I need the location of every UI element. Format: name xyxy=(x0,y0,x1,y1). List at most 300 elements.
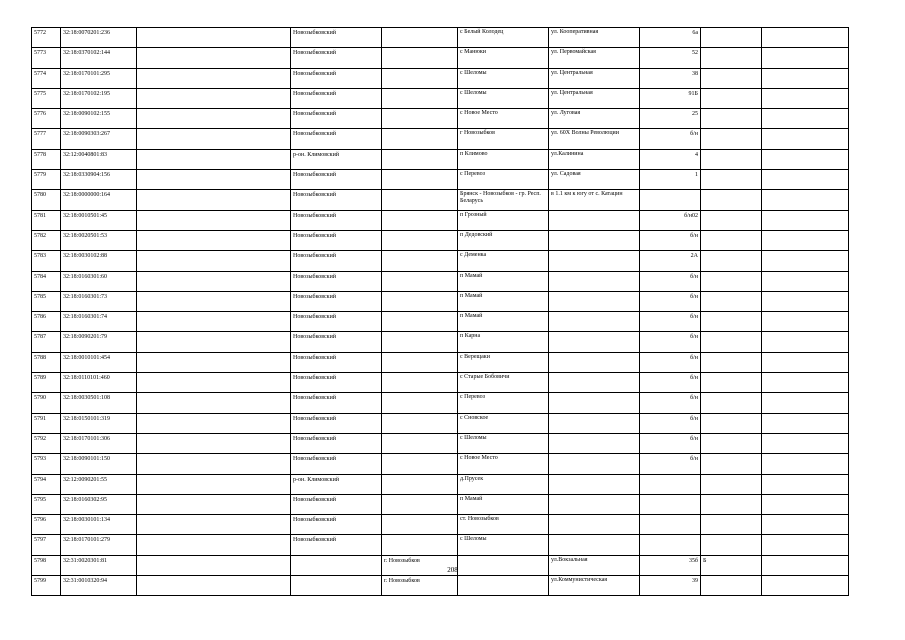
locality-cell: с Шеломы xyxy=(458,535,549,555)
locality-cell xyxy=(458,576,549,596)
locality-cell: с Шеломы xyxy=(458,88,549,108)
table-row xyxy=(32,68,849,88)
cadastral-number-cell: 32:18:0170101:306 xyxy=(61,433,137,453)
building-cell xyxy=(701,352,762,372)
table-body xyxy=(32,28,849,596)
note-cell xyxy=(762,210,849,230)
row-number-cell: 5786 xyxy=(32,312,61,332)
locality-cell: с Шеломы xyxy=(458,68,549,88)
row-number-cell: 5778 xyxy=(32,149,61,169)
table-row xyxy=(32,535,849,555)
table-row xyxy=(32,413,849,433)
cadastral-number-cell: 32:18:0020501:53 xyxy=(61,230,137,250)
row-number-cell: 5788 xyxy=(32,352,61,372)
district-cell: Новозыбковский xyxy=(291,271,382,291)
empty-cell xyxy=(137,454,291,474)
street-cell: ул. Центральная xyxy=(549,88,640,108)
house-number-cell: б/н02 xyxy=(640,210,701,230)
empty-cell xyxy=(137,352,291,372)
empty-cell xyxy=(137,210,291,230)
house-number-cell: б/н xyxy=(640,433,701,453)
street-cell xyxy=(549,352,640,372)
house-number-cell: б/н xyxy=(640,352,701,372)
building-cell xyxy=(701,494,762,514)
cadastral-number-cell: 32:18:0010501:45 xyxy=(61,210,137,230)
building-cell xyxy=(701,251,762,271)
street-cell xyxy=(549,393,640,413)
empty-cell xyxy=(137,332,291,352)
empty-cell xyxy=(137,271,291,291)
city-cell xyxy=(382,291,458,311)
city-cell xyxy=(382,373,458,393)
cadastral-number-cell: 32:18:0160301:60 xyxy=(61,271,137,291)
table-row xyxy=(32,210,849,230)
note-cell xyxy=(762,515,849,535)
table-row xyxy=(32,28,849,48)
row-number-cell: 5795 xyxy=(32,494,61,514)
note-cell xyxy=(762,474,849,494)
house-number-cell xyxy=(640,190,701,210)
empty-cell xyxy=(137,291,291,311)
table-row xyxy=(32,393,849,413)
row-number-cell: 5784 xyxy=(32,271,61,291)
building-cell xyxy=(701,576,762,596)
district-cell: Новозыбковский xyxy=(291,494,382,514)
table-row xyxy=(32,515,849,535)
locality-cell: с Манюки xyxy=(458,48,549,68)
house-number-cell: 52 xyxy=(640,48,701,68)
city-cell xyxy=(382,68,458,88)
locality-cell: п Мамай xyxy=(458,271,549,291)
locality-cell: с Новое Место xyxy=(458,454,549,474)
row-number-cell: 5793 xyxy=(32,454,61,474)
row-number-cell: 5780 xyxy=(32,190,61,210)
locality-cell: с Новое Место xyxy=(458,109,549,129)
street-cell xyxy=(549,413,640,433)
city-cell xyxy=(382,393,458,413)
city-cell xyxy=(382,494,458,514)
empty-cell xyxy=(137,393,291,413)
note-cell xyxy=(762,129,849,149)
building-cell xyxy=(701,88,762,108)
note-cell xyxy=(762,332,849,352)
city-cell xyxy=(382,352,458,372)
table-row xyxy=(32,373,849,393)
table-row xyxy=(32,109,849,129)
district-cell: Новозыбковский xyxy=(291,109,382,129)
building-cell xyxy=(701,109,762,129)
district-cell: р-он. Климовский xyxy=(291,149,382,169)
city-cell xyxy=(382,474,458,494)
city-cell xyxy=(382,210,458,230)
house-number-cell: б/н xyxy=(640,393,701,413)
empty-cell xyxy=(137,373,291,393)
house-number-cell: б/н xyxy=(640,230,701,250)
note-cell xyxy=(762,535,849,555)
district-cell: Новозыбковский xyxy=(291,88,382,108)
city-cell xyxy=(382,251,458,271)
house-number-cell: б/н xyxy=(640,129,701,149)
cadastral-number-cell: 32:18:0110101:460 xyxy=(61,373,137,393)
cadastral-number-cell: 32:18:0370102:144 xyxy=(61,48,137,68)
row-number-cell: 5774 xyxy=(32,68,61,88)
table-row xyxy=(32,170,849,190)
street-cell xyxy=(549,535,640,555)
street-cell: ул. Кооперативная xyxy=(549,28,640,48)
note-cell xyxy=(762,373,849,393)
locality-cell: п Климово xyxy=(458,149,549,169)
district-cell: Новозыбковский xyxy=(291,129,382,149)
district-cell: Новозыбковский xyxy=(291,230,382,250)
note-cell xyxy=(762,494,849,514)
table-row xyxy=(32,251,849,271)
note-cell xyxy=(762,149,849,169)
district-cell: Новозыбковский xyxy=(291,190,382,210)
district-cell: Новозыбковский xyxy=(291,352,382,372)
note-cell xyxy=(762,454,849,474)
district-cell: Новозыбковский xyxy=(291,28,382,48)
district-cell: Новозыбковский xyxy=(291,312,382,332)
table-row xyxy=(32,190,849,210)
cadastral-number-cell: 32:18:0090303:267 xyxy=(61,129,137,149)
district-cell: Новозыбковский xyxy=(291,48,382,68)
street-cell: в 1.1 км к югу от с. Катацин xyxy=(549,190,640,210)
cadastral-number-cell: 32:18:0150101:319 xyxy=(61,413,137,433)
building-cell: Б xyxy=(701,555,762,575)
house-number-cell: б/н xyxy=(640,373,701,393)
cadastral-number-cell: 32:18:0160301:74 xyxy=(61,312,137,332)
city-cell xyxy=(382,149,458,169)
locality-cell: с Перевоз xyxy=(458,393,549,413)
cadastral-number-cell: 32:18:0010101:454 xyxy=(61,352,137,372)
building-cell xyxy=(701,291,762,311)
city-cell xyxy=(382,28,458,48)
table-row xyxy=(32,433,849,453)
table-row xyxy=(32,474,849,494)
table-row xyxy=(32,454,849,474)
note-cell xyxy=(762,352,849,372)
locality-cell: г Новозыбков xyxy=(458,129,549,149)
row-number-cell: 5773 xyxy=(32,48,61,68)
cadastral-number-cell: 32:18:0090102:155 xyxy=(61,109,137,129)
note-cell xyxy=(762,48,849,68)
cadastral-number-cell: 32:18:0330904:156 xyxy=(61,170,137,190)
note-cell xyxy=(762,230,849,250)
locality-cell: ст. Новозыбков xyxy=(458,515,549,535)
building-cell xyxy=(701,474,762,494)
building-cell xyxy=(701,210,762,230)
building-cell xyxy=(701,454,762,474)
cadastral-number-cell: 32:18:0030102:88 xyxy=(61,251,137,271)
house-number-cell: б/н xyxy=(640,291,701,311)
note-cell xyxy=(762,413,849,433)
street-cell: ул. Садовая xyxy=(549,170,640,190)
house-number-cell: 25 xyxy=(640,109,701,129)
district-cell: Новозыбковский xyxy=(291,535,382,555)
row-number-cell: 5772 xyxy=(32,28,61,48)
street-cell: ул. 60Х Волны Революции xyxy=(549,129,640,149)
note-cell xyxy=(762,271,849,291)
note-cell xyxy=(762,312,849,332)
row-number-cell: 5796 xyxy=(32,515,61,535)
city-cell xyxy=(382,413,458,433)
row-number-cell: 5794 xyxy=(32,474,61,494)
table-row xyxy=(32,129,849,149)
street-cell xyxy=(549,474,640,494)
city-cell xyxy=(382,535,458,555)
note-cell xyxy=(762,28,849,48)
locality-cell: п Карна xyxy=(458,332,549,352)
locality-cell: п Грозный xyxy=(458,210,549,230)
empty-cell xyxy=(137,149,291,169)
house-number-cell: 4 xyxy=(640,149,701,169)
locality-cell: п Мамай xyxy=(458,291,549,311)
house-number-cell: б/н xyxy=(640,312,701,332)
house-number-cell: 39 xyxy=(640,576,701,596)
cadastral-number-cell: 32:12:0040801:83 xyxy=(61,149,137,169)
note-cell xyxy=(762,170,849,190)
building-cell xyxy=(701,68,762,88)
street-cell xyxy=(549,230,640,250)
row-number-cell: 5781 xyxy=(32,210,61,230)
street-cell xyxy=(549,515,640,535)
street-cell xyxy=(549,332,640,352)
district-cell: Новозыбковский xyxy=(291,291,382,311)
city-cell xyxy=(382,170,458,190)
empty-cell xyxy=(137,515,291,535)
cadastral-number-cell: 32:18:0030501:108 xyxy=(61,393,137,413)
locality-cell: п Мамай xyxy=(458,312,549,332)
street-cell xyxy=(549,454,640,474)
cadastral-number-cell: 32:31:0020301:81 xyxy=(61,555,137,575)
house-number-cell: б/н xyxy=(640,454,701,474)
city-cell: г. Новозыбков xyxy=(382,576,458,596)
cadastral-number-cell: 32:18:0160301:73 xyxy=(61,291,137,311)
empty-cell xyxy=(137,170,291,190)
city-cell xyxy=(382,433,458,453)
city-cell xyxy=(382,190,458,210)
building-cell xyxy=(701,332,762,352)
table-row xyxy=(32,230,849,250)
row-number-cell: 5799 xyxy=(32,576,61,596)
cadastral-number-cell: 32:18:0090101:150 xyxy=(61,454,137,474)
street-cell: ул.Вокзальная xyxy=(549,555,640,575)
locality-cell: с Старые Бобовичи xyxy=(458,373,549,393)
empty-cell xyxy=(137,413,291,433)
building-cell xyxy=(701,48,762,68)
city-cell xyxy=(382,129,458,149)
table-row xyxy=(32,576,849,596)
table-row xyxy=(32,48,849,68)
house-number-cell: 35б xyxy=(640,555,701,575)
row-number-cell: 5790 xyxy=(32,393,61,413)
empty-cell xyxy=(137,312,291,332)
empty-cell xyxy=(137,88,291,108)
house-number-cell: б/н xyxy=(640,413,701,433)
house-number-cell: б/н xyxy=(640,271,701,291)
building-cell xyxy=(701,535,762,555)
street-cell xyxy=(549,210,640,230)
street-cell xyxy=(549,494,640,514)
empty-cell xyxy=(137,535,291,555)
cadastral-number-cell: 32:18:0170101:279 xyxy=(61,535,137,555)
note-cell xyxy=(762,576,849,596)
note-cell xyxy=(762,68,849,88)
district-cell: Новозыбковский xyxy=(291,373,382,393)
row-number-cell: 5775 xyxy=(32,88,61,108)
locality-cell: с Перевоз xyxy=(458,170,549,190)
locality-cell: с Белый Колодец xyxy=(458,28,549,48)
empty-cell xyxy=(137,494,291,514)
house-number-cell xyxy=(640,515,701,535)
street-cell xyxy=(549,312,640,332)
building-cell xyxy=(701,230,762,250)
table-row xyxy=(32,271,849,291)
district-cell: Новозыбковский xyxy=(291,433,382,453)
locality-cell: Брянск - Новозыбков - гр. Респ. Беларусь xyxy=(458,190,549,210)
building-cell xyxy=(701,28,762,48)
note-cell xyxy=(762,251,849,271)
city-cell xyxy=(382,109,458,129)
street-cell: ул.Коммунистическая xyxy=(549,576,640,596)
building-cell xyxy=(701,129,762,149)
locality-cell: п Дедовский xyxy=(458,230,549,250)
note-cell xyxy=(762,190,849,210)
row-number-cell: 5792 xyxy=(32,433,61,453)
street-cell: ул. Центральная xyxy=(549,68,640,88)
row-number-cell: 5776 xyxy=(32,109,61,129)
city-cell: г. Новозыбков xyxy=(382,555,458,575)
cadastral-number-cell: 32:18:0170102:195 xyxy=(61,88,137,108)
street-cell: ул. Луговая xyxy=(549,109,640,129)
table-row xyxy=(32,149,849,169)
empty-cell xyxy=(137,129,291,149)
register-table xyxy=(31,27,849,596)
row-number-cell: 5787 xyxy=(32,332,61,352)
house-number-cell: 91Б xyxy=(640,88,701,108)
row-number-cell: 5789 xyxy=(32,373,61,393)
city-cell xyxy=(382,271,458,291)
district-cell: Новозыбковский xyxy=(291,454,382,474)
building-cell xyxy=(701,515,762,535)
district-cell: р-он. Климовский xyxy=(291,474,382,494)
locality-cell: п Мамай xyxy=(458,494,549,514)
empty-cell xyxy=(137,190,291,210)
table-row xyxy=(32,291,849,311)
house-number-cell: б/н xyxy=(640,332,701,352)
street-cell xyxy=(549,433,640,453)
district-cell: Новозыбковский xyxy=(291,68,382,88)
district-cell: Новозыбковский xyxy=(291,170,382,190)
cadastral-number-cell: 32:18:0030101:134 xyxy=(61,515,137,535)
district-cell: Новозыбковский xyxy=(291,251,382,271)
empty-cell xyxy=(137,48,291,68)
row-number-cell: 5777 xyxy=(32,129,61,149)
building-cell xyxy=(701,190,762,210)
house-number-cell xyxy=(640,474,701,494)
street-cell: ул.Калинина xyxy=(549,149,640,169)
locality-cell: д.Прусек xyxy=(458,474,549,494)
row-number-cell: 5797 xyxy=(32,535,61,555)
house-number-cell xyxy=(640,494,701,514)
house-number-cell: 1 xyxy=(640,170,701,190)
district-cell: Новозыбковский xyxy=(291,515,382,535)
street-cell: ул. Первомайская xyxy=(549,48,640,68)
table-row xyxy=(32,332,849,352)
row-number-cell: 5785 xyxy=(32,291,61,311)
empty-cell xyxy=(137,251,291,271)
empty-cell xyxy=(137,474,291,494)
empty-cell xyxy=(137,230,291,250)
empty-cell xyxy=(137,433,291,453)
district-cell: Новозыбковский xyxy=(291,393,382,413)
house-number-cell: 6а xyxy=(640,28,701,48)
cadastral-number-cell: 32:18:0170101:295 xyxy=(61,68,137,88)
street-cell xyxy=(549,251,640,271)
district-cell: Новозыбковский xyxy=(291,332,382,352)
district-cell: Новозыбковский xyxy=(291,210,382,230)
locality-cell: с Верещаки xyxy=(458,352,549,372)
district-cell: Новозыбковский xyxy=(291,413,382,433)
building-cell xyxy=(701,170,762,190)
note-cell xyxy=(762,433,849,453)
page-number: 208 xyxy=(447,566,458,574)
city-cell xyxy=(382,454,458,474)
table-row xyxy=(32,352,849,372)
cadastral-number-cell: 32:18:0000000:164 xyxy=(61,190,137,210)
building-cell xyxy=(701,433,762,453)
city-cell xyxy=(382,515,458,535)
district-cell xyxy=(291,576,382,596)
empty-cell xyxy=(137,576,291,596)
note-cell xyxy=(762,88,849,108)
city-cell xyxy=(382,332,458,352)
street-cell xyxy=(549,291,640,311)
cadastral-number-cell: 32:31:0010320:94 xyxy=(61,576,137,596)
house-number-cell xyxy=(640,535,701,555)
building-cell xyxy=(701,312,762,332)
table-row xyxy=(32,88,849,108)
row-number-cell: 5779 xyxy=(32,170,61,190)
house-number-cell: 38 xyxy=(640,68,701,88)
row-number-cell: 5783 xyxy=(32,251,61,271)
building-cell xyxy=(701,413,762,433)
city-cell xyxy=(382,312,458,332)
cadastral-number-cell: 32:18:0090201:79 xyxy=(61,332,137,352)
building-cell xyxy=(701,271,762,291)
table-row xyxy=(32,494,849,514)
table-row xyxy=(32,312,849,332)
empty-cell xyxy=(137,109,291,129)
city-cell xyxy=(382,48,458,68)
street-cell xyxy=(549,373,640,393)
cadastral-number-cell: 32:12:0090201:55 xyxy=(61,474,137,494)
row-number-cell: 5782 xyxy=(32,230,61,250)
locality-cell: с Сновское xyxy=(458,413,549,433)
cadastral-number-cell: 32:18:0070201:236 xyxy=(61,28,137,48)
street-cell xyxy=(549,271,640,291)
city-cell xyxy=(382,230,458,250)
building-cell xyxy=(701,373,762,393)
empty-cell xyxy=(137,28,291,48)
city-cell xyxy=(382,88,458,108)
locality-cell: с Шеломы xyxy=(458,433,549,453)
row-number-cell: 5791 xyxy=(32,413,61,433)
note-cell xyxy=(762,109,849,129)
building-cell xyxy=(701,393,762,413)
locality-cell: с Деменка xyxy=(458,251,549,271)
building-cell xyxy=(701,149,762,169)
